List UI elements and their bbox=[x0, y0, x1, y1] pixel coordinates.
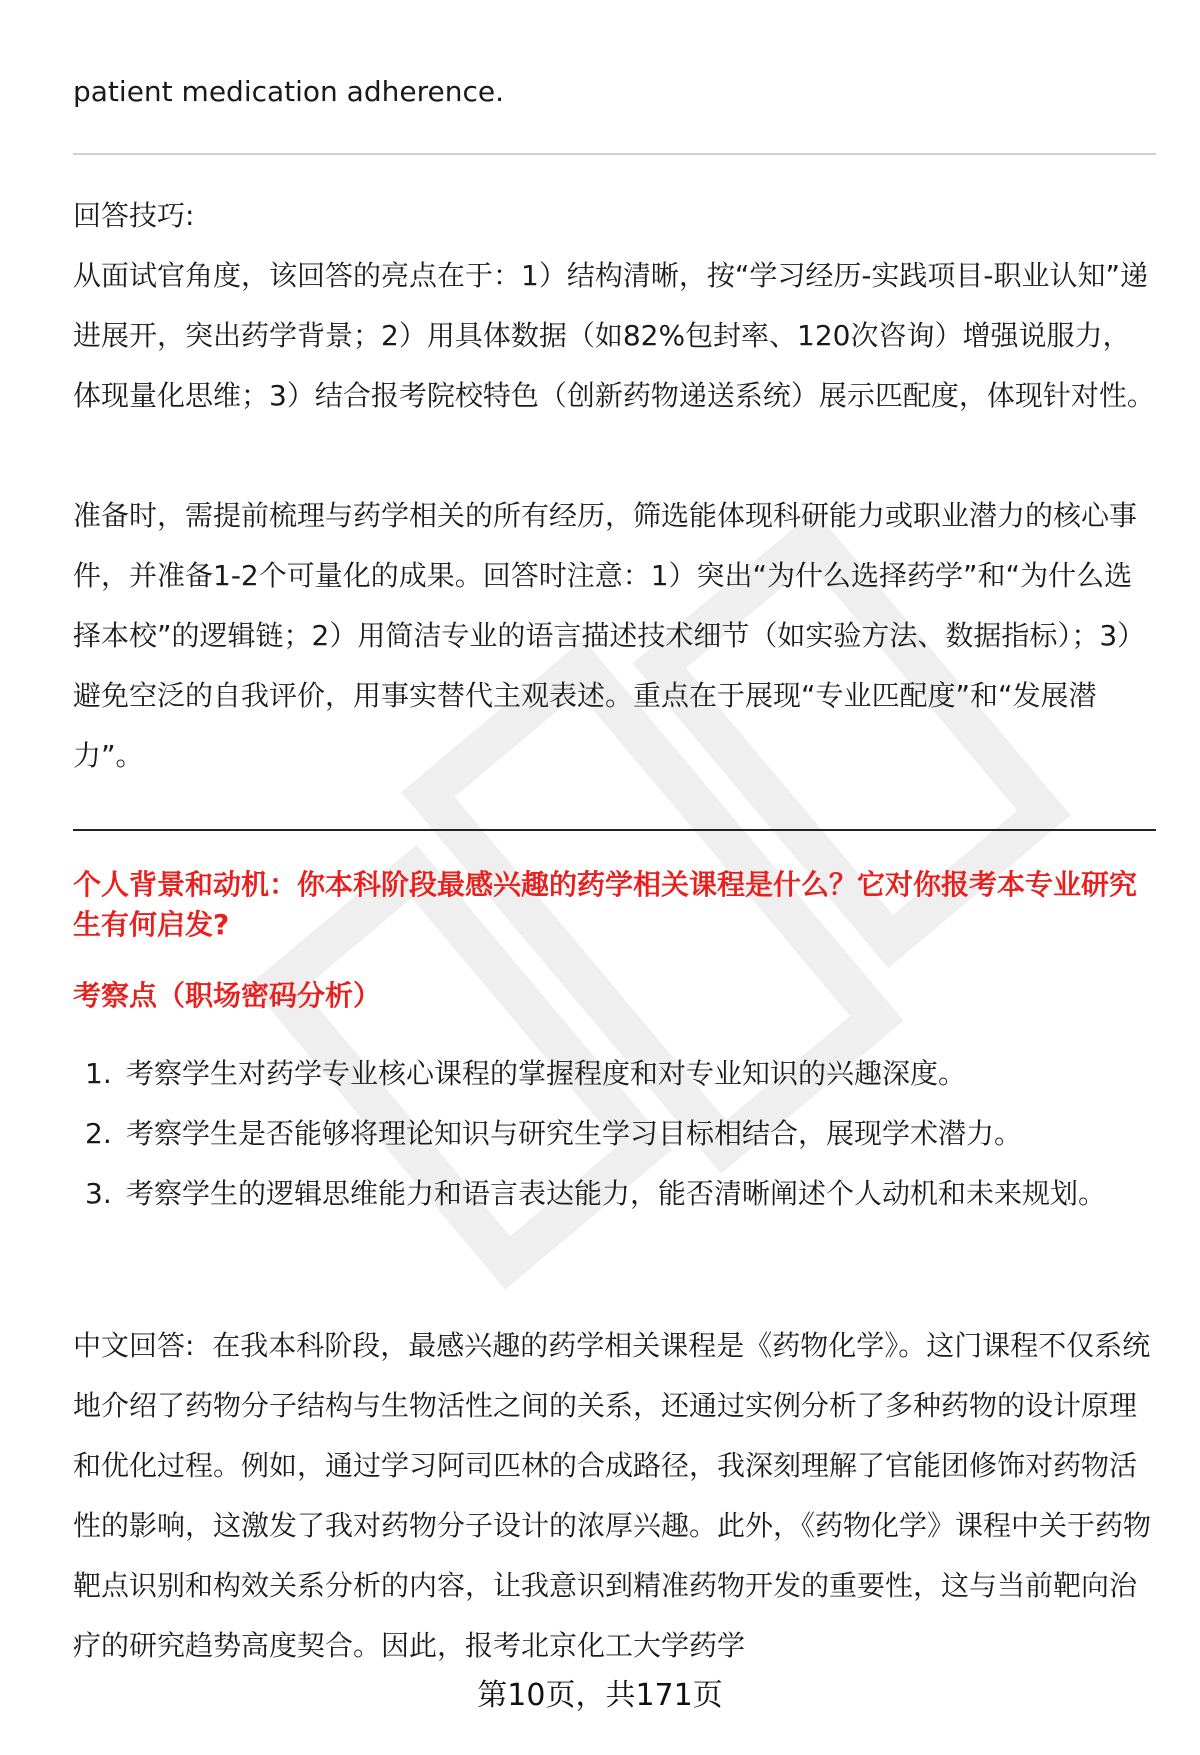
list-item-text: 考察学生对药学专业核心课程的掌握程度和对专业知识的兴趣深度。 bbox=[126, 1057, 967, 1090]
divider-section bbox=[73, 829, 1156, 831]
list-item bbox=[73, 1104, 1156, 1164]
tips-paragraph-2: 准备时，需提前梳理与药学相关的所有经历，筛选能体现科研能力或职业潜力的核心事件，并准备1-2个可量化的成果。回答时注意：1）突出“为什么选择药学”和“为什么选择本校”的逻辑链；2）用简洁专业的语言描述技术细节（如实验方法、数据指标）；3）避免空泛的自我评价，用事实替代主观表述。重点在于展现“专业匹配度”和“发展潜力”。 bbox=[73, 499, 1146, 772]
answer-text: 在我本科阶段，最感兴趣的药学相关课程是《药物化学》。这门课程不仅系统地介绍了药物分子结构与生物活性之间的关系，还通过实例分析了多种药物的设计原理和优化过程。例如，通过学习阿司匹林的合成路径，我深刻理解了官能团修饰对药物活性的影响，这激发了我对药物分子设计的浓厚兴趣。此外，《药物化学》课程中关于药物靶点识别和构效关系分析的内容，让我意识到精准药物开发的重要性，这与当前靶向治疗的研究趋势高度契合。因此，报考北京化工大学药学 bbox=[73, 1329, 1152, 1662]
previous-answer-tail: patient medication adherence. bbox=[73, 75, 504, 108]
list-item bbox=[73, 1044, 1156, 1104]
answer-label: 中文回答: bbox=[73, 1329, 195, 1362]
list-item bbox=[73, 1164, 1156, 1224]
tips-heading: 回答技巧: bbox=[73, 199, 195, 232]
chinese-answer bbox=[73, 1316, 1156, 1676]
question-title: 个人背景和动机：你本科阶段最感兴趣的药学相关课程是什么？它对你报考本专业研究生有何启发? bbox=[73, 868, 1138, 941]
list-item-number: 1. bbox=[85, 1057, 112, 1090]
list-item-number: 2. bbox=[85, 1117, 112, 1150]
exam-points-heading: 考察点（职场密码分析） bbox=[73, 979, 382, 1012]
list-item-number: 3. bbox=[85, 1177, 112, 1210]
divider-light bbox=[73, 153, 1156, 155]
exam-points-list bbox=[73, 1044, 1156, 1224]
list-item-text: 考察学生的逻辑思维能力和语言表达能力，能否清晰阐述个人动机和未来规划。 bbox=[126, 1177, 1107, 1210]
tips-paragraph-1: 从面试官角度，该回答的亮点在于：1）结构清晰，按“学习经历-实践项目-职业认知”递进展开，突出药学背景；2）用具体数据（如82%包封率、120次咨询）增强说服力，体现量化思维；3）结合报考院校特色（创新药物递送系统）展示匹配度，体现针对性。 bbox=[73, 259, 1155, 412]
page-footer: 第10页，共171页 bbox=[477, 1678, 723, 1713]
list-item-text: 考察学生是否能够将理论知识与研究生学习目标相结合，展现学术潜力。 bbox=[126, 1117, 1023, 1150]
